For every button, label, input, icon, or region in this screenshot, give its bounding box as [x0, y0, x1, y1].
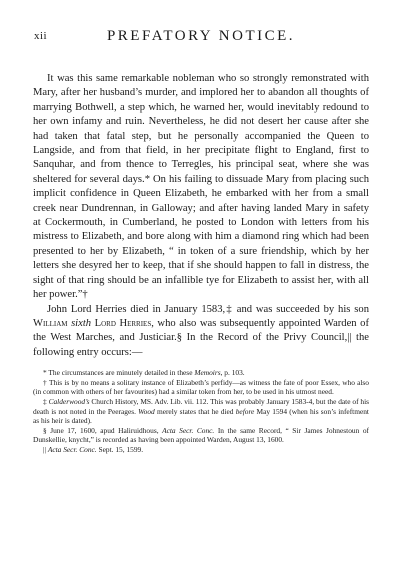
text-run: § June 17, 1600, apud Haliruidhous, — [43, 425, 163, 435]
text-run: , who also was subsequently appointed Warden of the West Marches, and Justiciar.§ In the Record of the Privy Council,|| the following entry occurs:— — [33, 317, 369, 358]
footnote — [33, 445, 369, 455]
person-name: William — [33, 317, 68, 329]
text-run: || — [43, 444, 48, 454]
footnotes — [33, 368, 369, 454]
paragraph — [33, 303, 369, 361]
footnote — [33, 368, 369, 378]
text-run: May 1594 (when his son’s infeftment as his heir is dated). — [33, 406, 369, 426]
italic-text: Acta Secr. Conc. — [47, 444, 97, 454]
italic-text: Memoirs — [194, 368, 221, 378]
running-title: PREFATORY NOTICE. — [106, 28, 296, 44]
text-run: * The circumstances are minutely detailed in these — [43, 368, 195, 378]
text-run: Church History, MS. Adv. Lib. vii. 112. This was probably January 1583-4, but the date of his death is not noted in the Peerages. — [33, 396, 370, 416]
main-text — [33, 72, 369, 360]
footnote — [33, 378, 369, 397]
book-page — [33, 28, 369, 454]
italic-text: Wood — [138, 406, 155, 416]
page-number: xii — [34, 30, 48, 42]
italic-text: Acta Secr. Conc. — [162, 425, 215, 435]
text-run: Sept. 15, 1599. — [96, 444, 144, 454]
italic-text: Calderwood’s — [48, 396, 90, 406]
page-header — [33, 28, 369, 50]
text-run: , p. 103. — [220, 368, 245, 378]
text-run: In the same Record, “ Sir James Johnestoun of Dunskellie, knycht,” is recorded as having been appointed Warden, August 13, 1600. — [33, 425, 369, 445]
title-name: Lord Herries — [94, 317, 152, 329]
footnote — [33, 397, 369, 426]
paragraph: It was this same remarkable nobleman who so strongly remonstrated with Mary, after her husband’s murder, and implored her to abandon all thoughts of marrying Bothwell, a step which, he warned her, would inevitably redound to her own infamy and ruin. Nevertheless, he did not desert her cause after she had taken that fatal step, but he personally accompanied the Queen to Langside, and from that field, in her precipitate flight to England, first to Sanquhar, and from thence to Terregles, his principal seat, where she was sheltered for several days.* On his failing to dissuade Mary from placing such implicit confidence in Queen Elizabeth, he embarked with her from a small creek near Dundrennan, in Galloway; and after having landed Mary in safety at Cockermouth, in Cumberland, he posted to London with letters from his mistress to Elizabeth, and bore along with him a diamond ring which had been presented to her by Elizabeth, “ in token of a sure friendship, which by her letters she desyred her to keep, that if she should happen to fall in distress, the sight of that ring should be an infallible tye for Elizabeth to assist her, with all her power.”† — [33, 73, 369, 301]
ordinal: sixth — [71, 317, 92, 329]
footnote — [33, 426, 369, 445]
italic-text: before — [235, 406, 255, 416]
text-run: John Lord Herries died in January 1583,‡ and was succeeded by his son — [47, 303, 369, 315]
text-run: merely states that he died — [154, 406, 236, 416]
text-run: † This is by no means a solitary instance of Elizabeth’s perfidy—as witness the fate of poor Essex, who also (in common with others of her favourites) had a similar token from her, to be used in his utmost need. — [33, 377, 369, 397]
text-run: ‡ — [43, 396, 49, 406]
